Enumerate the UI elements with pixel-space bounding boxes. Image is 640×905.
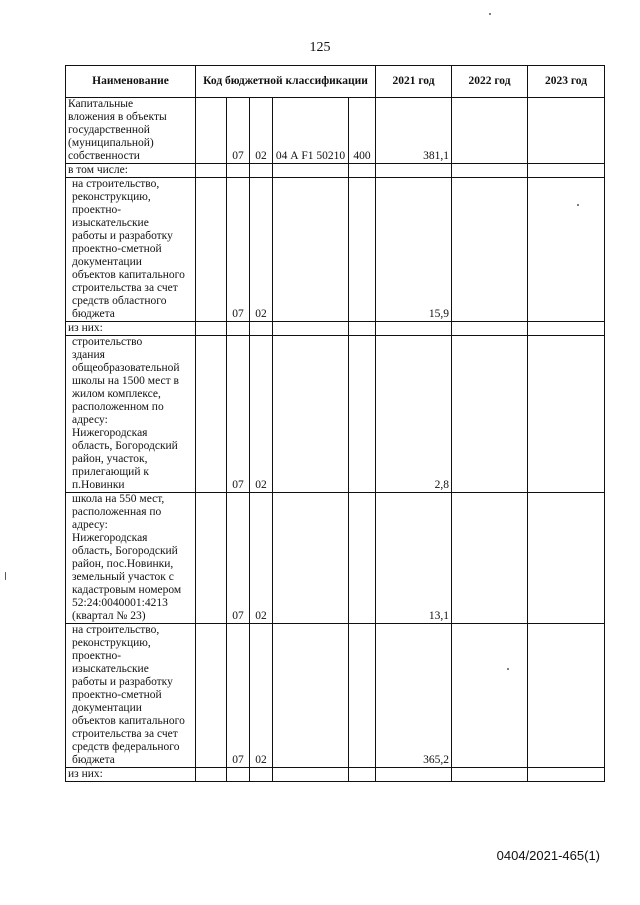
value-2023 [528, 768, 605, 782]
code-expense-type [349, 768, 376, 782]
code-section [227, 164, 250, 178]
code-section: 07 [227, 178, 250, 322]
row-name: на строительство, реконструкцию, проектно- изыскательские работы и разработку проектно-сметной документации объектов капитального строительства за счет средств областного бюджета [72, 178, 185, 320]
header-code: Код бюджетной классификации [196, 66, 376, 98]
code-target-article [273, 493, 349, 624]
row-name-cell [66, 178, 196, 322]
row-name: из них: [68, 322, 103, 334]
code-section: 07 [227, 624, 250, 768]
value-2023 [528, 493, 605, 624]
table-row [66, 336, 605, 493]
page-number: 125 [309, 40, 331, 55]
table-row [66, 322, 605, 336]
value-2022 [452, 493, 528, 624]
code-target-article [273, 624, 349, 768]
row-name: Капитальные вложения в объекты государственной (муниципальной) собственности [68, 98, 167, 162]
value-2023 [528, 322, 605, 336]
code-section: 07 [227, 493, 250, 624]
header-2022: 2022 год [452, 66, 528, 98]
header-2023: 2023 год [528, 66, 605, 98]
scan-speck [507, 668, 509, 670]
scan-speck [5, 572, 6, 580]
code-blank [196, 493, 227, 624]
row-name: школа на 550 мест, расположенная по адресу: Нижегородская область, Богородский район, пос.Новинки, земельный участок с кадастровым номером 52:24:0040001:4213 (квартал № 23) [72, 493, 182, 622]
code-expense-type [349, 493, 376, 624]
code-target-article [273, 768, 349, 782]
code-target-article [273, 178, 349, 322]
table-row [66, 768, 605, 782]
value-2021 [376, 322, 452, 336]
code-subsection [250, 768, 273, 782]
row-name: на строительство, реконструкцию, проектно- изыскательские работы и разработку проектно-сметной документации объектов капитального строительства за счет средств федерального бюджета [72, 624, 185, 766]
value-2021: 365,2 [376, 624, 452, 768]
header-name: Наименование [66, 66, 196, 98]
table-row [66, 178, 605, 322]
code-expense-type [349, 624, 376, 768]
code-blank [196, 336, 227, 493]
row-name: из них: [68, 768, 103, 780]
row-name-cell [66, 493, 196, 624]
scan-speck [577, 204, 579, 206]
table-row [66, 164, 605, 178]
code-section [227, 768, 250, 782]
code-target-article [273, 164, 349, 178]
value-2022 [452, 178, 528, 322]
value-2022 [452, 164, 528, 178]
value-2021: 381,1 [376, 98, 452, 164]
code-target-article [273, 336, 349, 493]
table-row [66, 493, 605, 624]
code-expense-type [349, 164, 376, 178]
table-header-row [66, 66, 605, 98]
code-subsection [250, 322, 273, 336]
document-code: 0404/2021-465(1) [496, 848, 600, 863]
code-blank [196, 768, 227, 782]
table-row [66, 624, 605, 768]
value-2022 [452, 98, 528, 164]
code-blank [196, 178, 227, 322]
row-name-cell [66, 98, 196, 164]
code-subsection: 02 [250, 98, 273, 164]
value-2023 [528, 98, 605, 164]
code-section: 07 [227, 336, 250, 493]
value-2023 [528, 178, 605, 322]
code-target-article [273, 322, 349, 336]
code-section: 07 [227, 98, 250, 164]
code-expense-type [349, 322, 376, 336]
code-section [227, 322, 250, 336]
code-subsection: 02 [250, 178, 273, 322]
row-name: строительство здания общеобразовательной школы на 1500 мест в жилом комплексе, расположенном по адресу: Нижегородская область, Богородский район, участок, прилегающий к п.Новинки [72, 336, 180, 491]
value-2021 [376, 164, 452, 178]
row-name-cell [66, 322, 196, 336]
code-expense-type: 400 [349, 98, 376, 164]
row-name: в том числе: [68, 164, 128, 176]
value-2021 [376, 768, 452, 782]
value-2021: 2,8 [376, 336, 452, 493]
header-2021: 2021 год [376, 66, 452, 98]
row-name-cell [66, 336, 196, 493]
table-row [66, 98, 605, 164]
code-blank [196, 98, 227, 164]
code-target-article: 04 А F1 50210 [273, 98, 349, 164]
value-2023 [528, 164, 605, 178]
value-2023 [528, 336, 605, 493]
code-subsection: 02 [250, 493, 273, 624]
row-name-cell [66, 624, 196, 768]
scan-speck [489, 13, 491, 15]
value-2022 [452, 322, 528, 336]
value-2022 [452, 624, 528, 768]
budget-table [65, 65, 605, 782]
value-2022 [452, 336, 528, 493]
value-2021: 13,1 [376, 493, 452, 624]
value-2021: 15,9 [376, 178, 452, 322]
value-2022 [452, 768, 528, 782]
code-subsection: 02 [250, 336, 273, 493]
value-2023 [528, 624, 605, 768]
row-name-cell [66, 164, 196, 178]
code-blank [196, 164, 227, 178]
code-expense-type [349, 336, 376, 493]
code-blank [196, 624, 227, 768]
code-expense-type [349, 178, 376, 322]
row-name-cell [66, 768, 196, 782]
code-blank [196, 322, 227, 336]
code-subsection [250, 164, 273, 178]
code-subsection: 02 [250, 624, 273, 768]
